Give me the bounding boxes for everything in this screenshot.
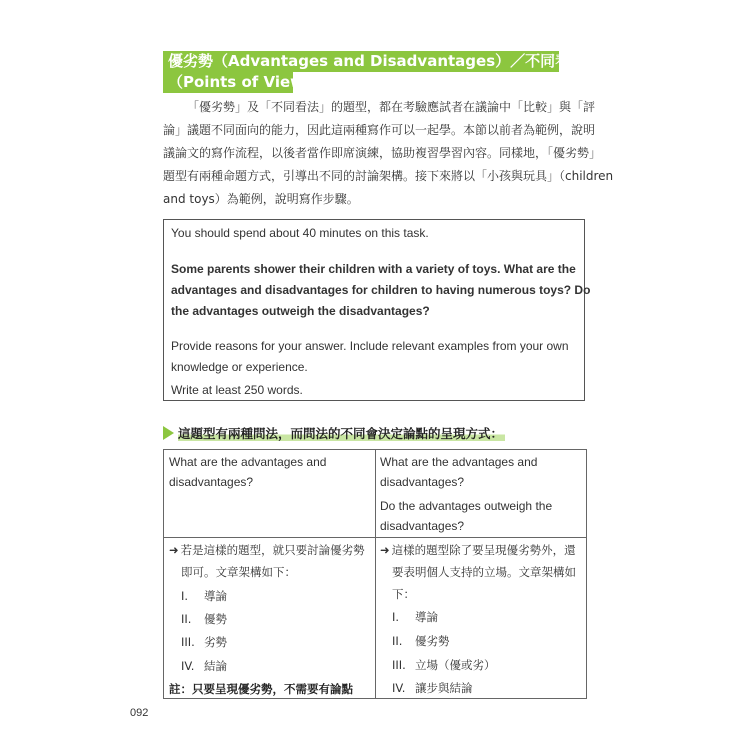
left-question-line: disadvantages? bbox=[169, 475, 254, 489]
right-description-line bbox=[380, 539, 576, 561]
intro-line: 論」議題不同面向的能力，因此這兩種寫作可以一起學。本節以前者為範例，說明 bbox=[163, 123, 596, 137]
arrow-icon: ➜ bbox=[380, 543, 390, 557]
right-description-text: 這樣的題型除了要呈現優劣勢外，還 bbox=[391, 543, 576, 557]
task-reason-line: Provide reasons for your answer. Include relevant examples from your own bbox=[171, 339, 569, 353]
right-question-line: What are the advantages and bbox=[380, 455, 538, 469]
right-question-line: disadvantages? bbox=[380, 475, 465, 489]
right-item-number: IV. bbox=[392, 681, 406, 695]
right-item-label: 優劣勢 bbox=[415, 634, 450, 648]
left-question-line: What are the advantages and bbox=[169, 455, 327, 469]
left-description-line: 即可。文章架構如下： bbox=[181, 565, 296, 579]
left-item-number: IV. bbox=[181, 659, 195, 673]
task-question-line: the advantages outweigh the disadvantages? bbox=[171, 304, 430, 318]
task-question-line: Some parents shower their children with a variety of toys. What are the bbox=[171, 262, 576, 276]
section-title-line-1: 優劣勢（Advantages and Disadvantages）／不同看法 bbox=[168, 52, 586, 70]
question-types-heading bbox=[163, 425, 505, 443]
left-item-number: I. bbox=[181, 589, 189, 603]
task-reason-line: knowledge or experience. bbox=[171, 360, 308, 374]
table-divider-vertical bbox=[375, 450, 376, 698]
right-question-line: Do the advantages outweigh the bbox=[380, 499, 553, 513]
left-item-label: 優勢 bbox=[204, 612, 227, 626]
left-item-number: III. bbox=[181, 635, 195, 649]
right-item-label: 讓步與結論 bbox=[415, 681, 473, 695]
task-word-count: Write at least 250 words. bbox=[171, 383, 303, 397]
triangle-bullet-icon bbox=[163, 426, 174, 440]
left-item-label: 導論 bbox=[204, 589, 227, 603]
intro-line: 「優劣勢」及「不同看法」的題型，都在考驗應試者在議論中「比較」與「評 bbox=[187, 100, 596, 114]
intro-paragraph bbox=[163, 96, 614, 211]
right-item-label: 立場（優或劣） bbox=[415, 658, 496, 672]
right-item-number: II. bbox=[392, 634, 403, 648]
page-number: 092 bbox=[130, 707, 149, 719]
right-description-line: 下： bbox=[392, 587, 415, 601]
heading-text: 這題型有兩種問法，而問法的不同會決定論點的呈現方式： bbox=[178, 426, 504, 441]
left-item-number: II. bbox=[181, 612, 192, 626]
intro-line: and toys）為範例，說明寫作步驟。 bbox=[163, 192, 359, 206]
left-item-label: 劣勢 bbox=[204, 635, 227, 649]
table-divider-horizontal bbox=[164, 537, 586, 538]
left-note: 註：只要呈現優劣勢，不需要有論點 bbox=[169, 682, 353, 696]
left-description-line bbox=[169, 539, 365, 561]
section-title-line-2: （Points of View） bbox=[168, 73, 320, 91]
right-description-line: 要表明個人支持的立場。文章架構如 bbox=[392, 565, 576, 579]
arrow-icon: ➜ bbox=[169, 543, 179, 557]
writing-task-box bbox=[163, 219, 591, 401]
comparison-table bbox=[163, 449, 587, 699]
intro-line: 議論文的寫作流程，以後者當作即席演練，協助複習學習內容。同樣地，「優劣勢」 bbox=[163, 146, 602, 160]
task-question-line: advantages and disadvantages for children to having numerous toys? Do bbox=[171, 283, 591, 297]
right-question-line: disadvantages? bbox=[380, 519, 465, 533]
intro-line: 題型有兩種命題方式，引導出不同的討論架構。接下來將以「小孩與玩具」（children bbox=[163, 169, 614, 183]
left-item-label: 結論 bbox=[204, 659, 227, 673]
right-item-number: I. bbox=[392, 610, 400, 624]
right-item-label: 導論 bbox=[415, 610, 438, 624]
right-item-number: III. bbox=[392, 658, 406, 672]
left-description-text: 若是這樣的題型，就只要討論優劣勢 bbox=[180, 543, 365, 557]
task-time-instruction: You should spend about 40 minutes on this task. bbox=[171, 226, 429, 240]
